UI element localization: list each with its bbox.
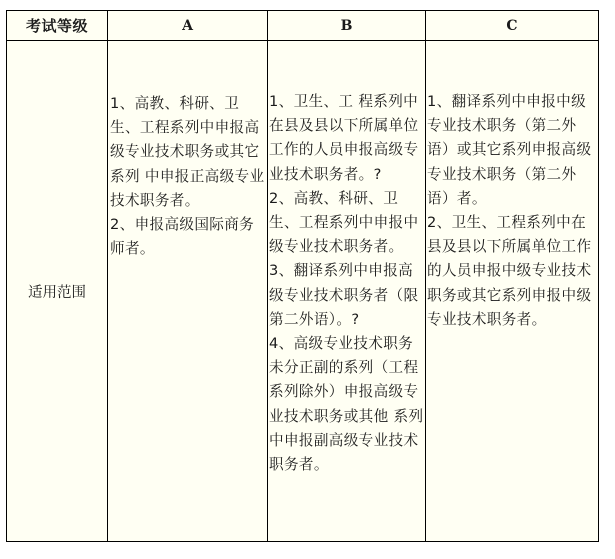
level-a-cell	[108, 41, 268, 542]
header-level-b: B	[268, 11, 426, 41]
level-c-item-2: 2、卫生、工程系列中在县及县以下所属单位工作的人员申报中级专业技术职务或其它系列申报中级专业技术职务者。	[427, 214, 592, 328]
level-a-item-2: 2、申报高级国际商务师者。	[110, 216, 255, 258]
level-b-item-1: 1、卫生、工 程系列中在县及县以下所属单位工作的人员申报高级专业技术职务者。?	[269, 93, 419, 183]
header-level-c: C	[426, 11, 599, 41]
level-b-cell	[268, 41, 426, 542]
exam-level-table	[6, 10, 599, 542]
header-level-a: A	[108, 11, 268, 41]
level-c-cell	[426, 41, 599, 542]
level-b-item-2: 2、高教、科研、卫生、工程系列中申报中级专业技术职务者。	[269, 189, 419, 256]
row-label-scope: 适用范围	[7, 41, 108, 542]
level-b-item-3: 3、翻译系列中申报高级专业技术职务者（限第二外语）。?	[269, 262, 419, 328]
header-exam-level: 考试等级	[7, 11, 108, 41]
level-a-item-1: 1、高教、科研、卫生、工程系列中申报高级专业技术职务或其它系列 中申报正高级专业技术职务者。	[110, 95, 265, 209]
level-b-item-4: 4、高级专业技术职务未分正副的系列（工程系列除外）申报高级专业技术职务或其他 系列中申报副高级专业技术职务者。	[269, 335, 424, 474]
level-c-item-1: 1、翻译系列中申报中级专业技术职务（第二外语）或其它系列申报高级专业技术职务（第二外语）者。	[427, 93, 592, 207]
